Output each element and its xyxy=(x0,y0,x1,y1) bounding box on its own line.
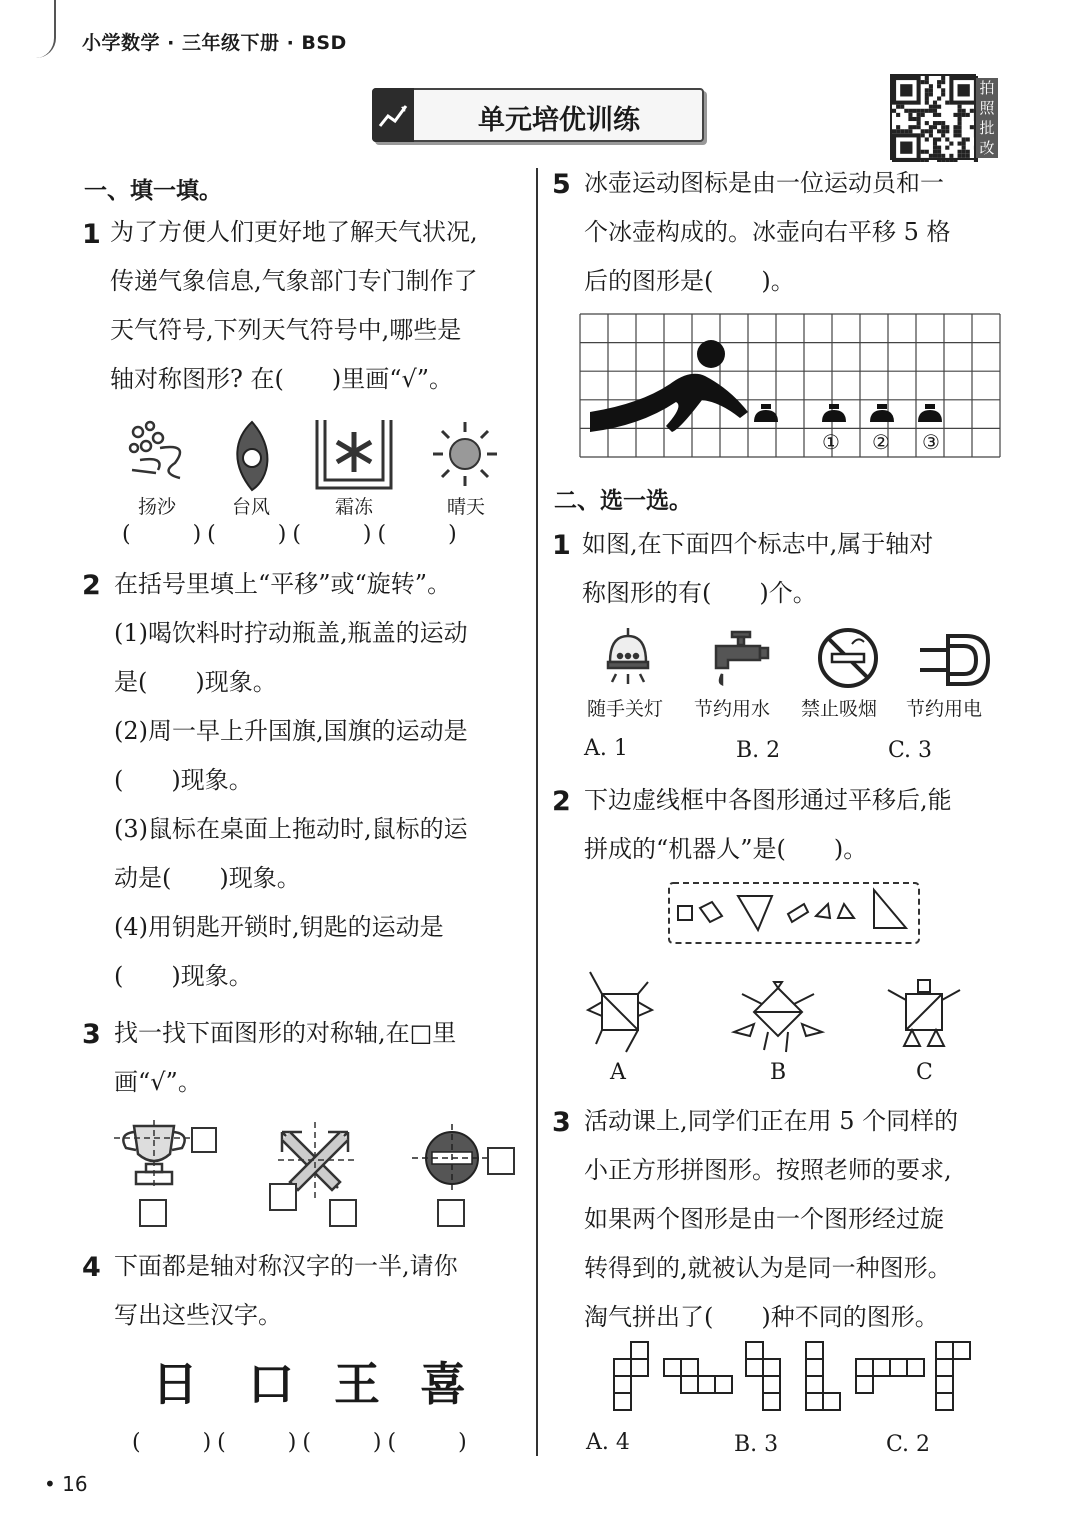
no-smoking-icon xyxy=(820,630,876,686)
no-entry-icon xyxy=(412,1124,492,1192)
option-b[interactable]: B. 2 xyxy=(736,738,781,763)
plug-icon xyxy=(920,636,988,684)
typhoon-icon xyxy=(237,422,267,490)
question-number: 4 xyxy=(82,1252,101,1283)
section-title-fill: 一、填一填。 xyxy=(84,178,222,204)
question-number: 1 xyxy=(552,530,571,561)
question-text: 找一找下面图形的对称轴,在□里 画“√”。 xyxy=(114,1019,457,1096)
pentomino-2 xyxy=(664,1359,732,1393)
pentomino-6 xyxy=(936,1342,970,1410)
question-number: 3 xyxy=(552,1107,571,1138)
frost-icon xyxy=(317,420,391,488)
option-label: ① xyxy=(822,430,840,454)
question-text: 如图,在下面四个标志中,属于轴对 称图形的有( )个。 xyxy=(582,530,934,607)
option-b[interactable]: B. 3 xyxy=(734,1432,779,1457)
book-title: 小学数学 · 三年级下册 · BSD xyxy=(82,32,347,54)
answer-blanks[interactable]: ( )( )( )( ) xyxy=(132,1430,473,1455)
question-text: 在括号里填上“平移”或“旋转”。 (1)喝饮料时拧动瓶盖,瓶盖的运动 是( )现象。 (2)周一早上升国旗,国旗的运动是 ( )现象。 (3)鼠标在桌面上拖动时,鼠标的运 动是( )现象。 (4)用钥匙开锁时,钥匙的运动是 ( )现象。 xyxy=(114,570,468,990)
pentomino-figures xyxy=(610,1340,980,1412)
pentomino-4 xyxy=(806,1342,840,1410)
dashed-pieces-box xyxy=(668,882,920,944)
checkbox[interactable] xyxy=(140,1200,166,1226)
question-number: 2 xyxy=(82,570,101,601)
icon-label: 节约用水 xyxy=(694,698,771,720)
corner-decoration xyxy=(36,0,56,58)
robot-a-icon xyxy=(588,972,652,1052)
trophy-icon xyxy=(114,1120,194,1190)
checkbox[interactable] xyxy=(330,1200,356,1226)
checkbox[interactable] xyxy=(488,1148,514,1174)
column-divider xyxy=(536,168,538,1456)
question-text: 冰壶运动图标是由一位运动员和一 个冰壶构成的。冰壶向右平移 5 格 后的图形是( )。 xyxy=(584,169,951,295)
faucet-icon xyxy=(716,632,768,684)
pentomino-3 xyxy=(746,1342,780,1410)
sign-icons xyxy=(600,626,1000,692)
half-character: 喜 xyxy=(420,1357,466,1411)
banner-title: 单元培优训练 xyxy=(478,105,640,136)
answer-blanks[interactable]: ( )( )( )( ) xyxy=(122,522,463,547)
option-a[interactable]: A. 4 xyxy=(586,1430,630,1455)
lamp-icon xyxy=(608,628,648,684)
icon-label: 晴天 xyxy=(447,496,486,518)
pentomino-1 xyxy=(614,1342,648,1410)
option-label: ② xyxy=(872,430,890,454)
question-text: 下面都是轴对称汉字的一半,请你 写出这些汉字。 xyxy=(114,1252,458,1329)
checkbox[interactable] xyxy=(438,1200,464,1226)
question-text: 下边虚线框中各图形通过平移后,能 拼成的“机器人”是( )。 xyxy=(584,786,952,863)
option-c[interactable]: C. 2 xyxy=(886,1432,931,1457)
icon-label: 扬沙 xyxy=(138,496,177,518)
half-character: 日 xyxy=(152,1357,198,1411)
robot-b-icon xyxy=(734,982,822,1052)
robot-c-icon xyxy=(888,980,960,1046)
checkbox[interactable] xyxy=(270,1184,296,1210)
option-a[interactable]: A. 1 xyxy=(584,736,628,761)
section-title-choose: 二、选一选。 xyxy=(554,488,692,514)
option-a[interactable]: A xyxy=(610,1060,626,1085)
question-number: 5 xyxy=(552,169,571,200)
icon-label: 霜冻 xyxy=(335,496,374,518)
question-text: 活动课上,同学们正在用 5 个同样的 小正方形拼图形。按照老师的要求, 如果两个图形是由一个图形经过旋 转得到的,就被认为是同一种图形。 淘气拼出了( )种不同的图形。 xyxy=(584,1107,959,1331)
chart-icon xyxy=(372,88,414,142)
icon-label: 台风 xyxy=(232,496,271,518)
option-c[interactable]: C xyxy=(916,1060,933,1085)
page-number: • 16 xyxy=(44,1472,88,1496)
option-c[interactable]: C. 3 xyxy=(888,738,933,763)
robot-figures xyxy=(580,966,980,1058)
question-number: 3 xyxy=(82,1019,101,1050)
checkbox[interactable] xyxy=(192,1128,216,1152)
option-b[interactable]: B xyxy=(770,1060,787,1085)
half-character: 口 xyxy=(248,1357,294,1411)
half-character: 王 xyxy=(334,1357,380,1411)
pentomino-5 xyxy=(856,1359,924,1393)
question-number: 2 xyxy=(552,786,571,817)
symmetry-figures xyxy=(110,1120,530,1232)
sun-icon xyxy=(433,422,497,486)
qr-code-icon[interactable] xyxy=(890,74,976,160)
option-label: ③ xyxy=(922,430,940,454)
icon-label: 禁止吸烟 xyxy=(801,698,878,720)
qr-side-label: 拍 照 批 改 xyxy=(976,78,998,158)
question-number: 1 xyxy=(82,219,101,250)
weather-icons xyxy=(120,418,520,498)
sandstorm-icon xyxy=(130,422,180,478)
icon-label: 节约用电 xyxy=(906,698,983,720)
icon-label: 随手关灯 xyxy=(587,698,664,720)
question-text: 为了方便人们更好地了解天气状况, 传递气象信息,气象部门专门制作了 天气符号,下列天气符号中,哪些是 轴对称图形? 在( )里画“√”。 xyxy=(110,218,478,393)
